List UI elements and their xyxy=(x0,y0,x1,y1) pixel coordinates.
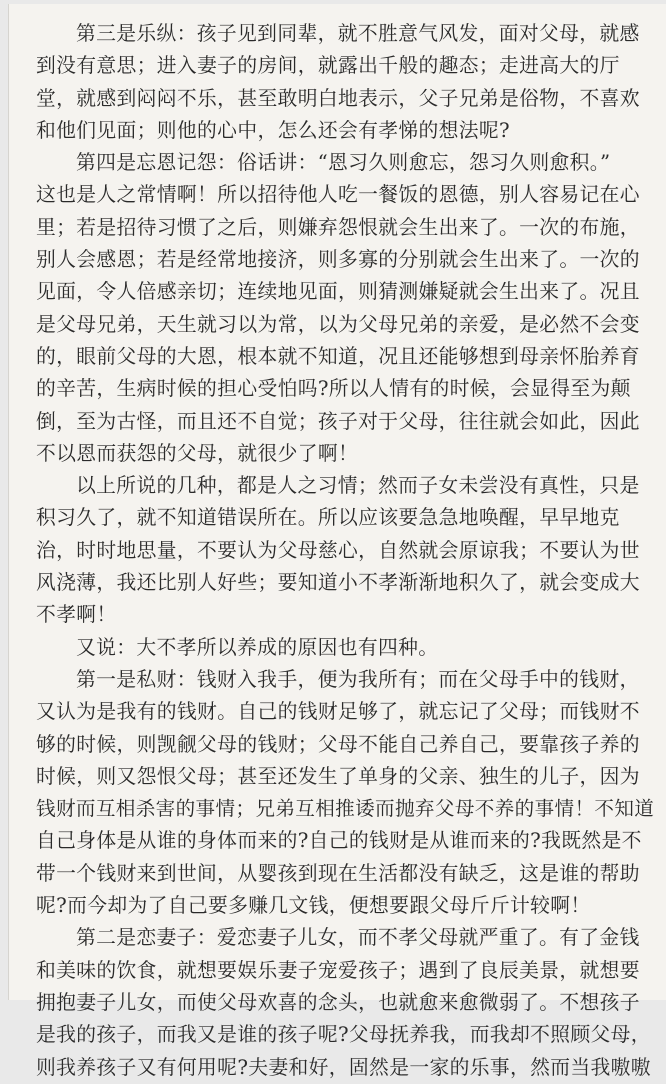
text-line: 治，时时地思量，不要认为父母慈心，自然就会原谅我；不要认为世 xyxy=(36,538,640,562)
text-line: 带一个钱财来到世间，从婴孩到现在生活都没有缺乏，这是谁的帮助 xyxy=(36,861,640,885)
text-line: 第三是乐纵：孩子见到同辈，就不胜意气风发，面对父母，就感 xyxy=(76,22,640,45)
page-paper xyxy=(8,4,666,1079)
text-line: 时候，则又怨恨父母；甚至还发生了单身的父亲、独生的儿子，因为 xyxy=(36,764,640,788)
text-line: 拥抱妻子儿女，而使父母欢喜的念头，也就愈来愈微弱了。不想孩子 xyxy=(36,990,640,1014)
text-line: 第一是私财：钱财入我手，便为我所有；而在父母手中的钱财， xyxy=(76,667,640,691)
text-line: 是我的孩子，而我又是谁的孩子呢?父母抚养我，而我却不照顾父母， xyxy=(36,1023,651,1047)
text-line: 不孝啊！ xyxy=(36,603,117,627)
text-line: 别人会感恩；若是经常地接济，则多寡的分别就会生出来了。一次的 xyxy=(36,248,640,272)
text-line: 够的时候，则觊觎父母的钱财；父母不能自己养自己，要靠孩子养的 xyxy=(36,732,640,756)
text-line: 见面，令人倍感亲切；连续地见面，则猜测嫌疑就会生出来了。况且 xyxy=(36,280,640,304)
text-line: 钱财而互相杀害的事情；兄弟互相推诿而抛弃父母不养的事情！不知道 xyxy=(36,797,655,821)
text-line: 堂，就感到闷闷不乐，甚至敢明白地表示，父子兄弟是俗物，不喜欢 xyxy=(36,86,640,110)
text-line: 不以恩而获怨的父母，就很少了啊！ xyxy=(36,441,359,465)
text-line: 自己身体是从谁的身体而来的?自己的钱财是从谁而来的?我既然是不 xyxy=(36,829,642,853)
text-line: 是父母兄弟，天生就习以为常，以为父母兄弟的亲爱，是必然不会变 xyxy=(36,312,640,336)
text-line: 第二是恋妻子：爱恋妻子儿女，而不孝父母就严重了。有了金钱 xyxy=(76,926,640,950)
text-line: 以上所说的几种，都是人之习情；然而子女未尝没有真性，只是 xyxy=(76,474,640,498)
text-line: 和他们见面；则他的心中，怎么还会有孝悌的想法呢? xyxy=(36,118,510,142)
page-text xyxy=(36,18,656,1084)
text-line: 这也是人之常情啊！所以招待他人吃一餐饭的恩德，别人容易记在心 xyxy=(36,183,640,207)
text-line: 第四是忘恩记怨：俗话讲：“恩习久则愈忘，怨习久则愈积。” xyxy=(76,151,611,175)
text-line: 的辛苦，生病时候的担心受怕吗?所以人情有的时候，会显得至为颠 xyxy=(36,377,631,401)
text-line: 风浇薄，我还比别人好些；要知道小不孝渐渐地积久了，就会变成大 xyxy=(36,571,640,595)
text-line: 又认为是我有的钱财。自己的钱财足够了，就忘记了父母；而钱财不 xyxy=(36,700,640,724)
text-line: 积习久了，就不知道错误所在。所以应该要急急地唤醒，早早地克 xyxy=(36,506,620,530)
text-line: 则我养孩子又有何用呢?夫妻和好，固然是一家的乐事，然而当我嗷嗷 xyxy=(36,1055,651,1079)
text-line: 又说：大不孝所以养成的原因也有四种。 xyxy=(76,635,439,659)
text-line: 呢?而今却为了自己要多赚几文钱，便想要跟父母斤斤计较啊！ xyxy=(36,894,591,918)
text-line: 和美味的饮食，就想要娱乐妻子宠爱孩子；遇到了良辰美景，就想要 xyxy=(36,958,640,982)
text-line: 里；若是招待习惯了之后，则嫌弃怨恨就会生出来了。一次的布施， xyxy=(36,215,640,239)
text-line: 的，眼前父母的大恩，根本就不知道，况且还能够想到母亲怀胎养育 xyxy=(36,344,640,368)
text-line: 到没有意思；进入妻子的房间，就露出千般的趣态；走进高大的厅 xyxy=(36,54,620,78)
text-line: 倒，至为古怪，而且还不自觉；孩子对于父母，往往就会如此，因此 xyxy=(36,409,640,433)
